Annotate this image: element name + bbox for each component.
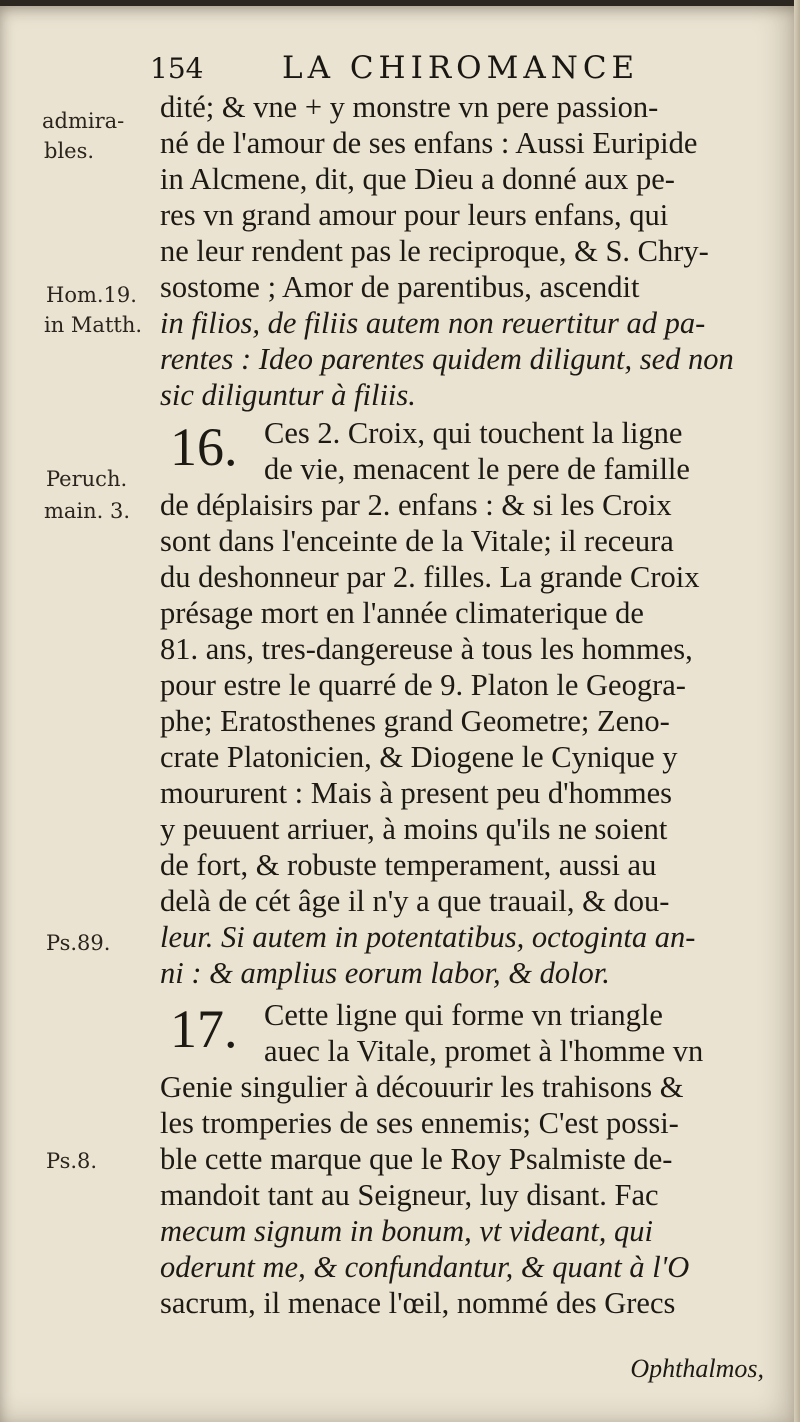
body-line: y peuuent arriuer, à moins qu'ils ne soient (160, 812, 668, 846)
body-line: in filios, de filiis autem non reuertitur ad pa- (160, 306, 706, 340)
margin-note: bles. (44, 139, 95, 163)
body-line: mandoit tant au Seigneur, luy disant. Fac (160, 1178, 659, 1212)
body-line: Genie singulier à découurir les trahisons & (160, 1070, 684, 1104)
body-line: de déplaisirs par 2. enfans : & si les Croix (160, 488, 672, 522)
margin-note: Ps.89. (46, 931, 111, 955)
body-line: ne leur rendent pas le reciproque, & S. Chry- (160, 234, 709, 268)
section-line: auec la Vitale, promet à l'homme vn (264, 1034, 704, 1068)
body-line: sacrum, il menace l'œil, nommé des Grecs (160, 1286, 676, 1320)
margin-note: in Matth. (44, 313, 143, 337)
margin-note: admira- (42, 109, 125, 133)
section-number: 16. (170, 417, 238, 477)
margin-note: Ps.8. (46, 1149, 98, 1173)
section-line: Cette ligne qui forme vn triangle (264, 998, 663, 1032)
body-line: sostome ; Amor de parentibus, ascendit (160, 270, 640, 304)
section-line: de vie, menacent le pere de famille (264, 452, 690, 486)
body-line: sic diliguntur à filiis. (160, 378, 416, 412)
body-line: ni : & amplius eorum labor, & dolor. (160, 956, 610, 990)
body-line: né de l'amour de ses enfans : Aussi Euripide (160, 126, 698, 160)
body-line: res vn grand amour pour leurs enfans, qui (160, 198, 669, 232)
body-line: pour estre le quarré de 9. Platon le Geogra- (160, 668, 686, 702)
body-line: oderunt me, & confundantur, & quant à l'O (160, 1250, 690, 1284)
section-line: Ces 2. Croix, qui touchent la ligne (264, 416, 683, 450)
body-line: ble cette marque que le Roy Psalmiste de- (160, 1142, 673, 1176)
margin-note: Peruch. (46, 467, 128, 491)
body-line: dité; & vne + y monstre vn pere passion- (160, 90, 659, 124)
body-line: présage mort en l'année climaterique de (160, 596, 644, 630)
body-line: sont dans l'enceinte de la Vitale; il receura (160, 524, 674, 558)
body-line: rentes : Ideo parentes quidem diligunt, sed non (160, 342, 734, 376)
margin-note: main. 3. (44, 499, 131, 523)
body-line: du deshonneur par 2. filles. La grande Croix (160, 560, 700, 594)
body-line: 81. ans, tres-dangereuse à tous les hommes, (160, 632, 693, 666)
body-line: leur. Si autem in potentatibus, octoginta an- (160, 920, 696, 954)
body-line: de fort, & robuste temperament, aussi au (160, 848, 657, 882)
body-line: phe; Eratosthenes grand Geometre; Zeno- (160, 704, 670, 738)
body-line: mecum signum in bonum, vt videant, qui (160, 1214, 654, 1248)
running-title: LA CHIROMANCE (282, 50, 640, 86)
page-top-edge (0, 0, 800, 6)
page-right-edge (794, 0, 800, 1422)
margin-note: Hom.19. (46, 283, 137, 307)
body-line: crate Platonicien, & Diogene le Cynique y (160, 740, 678, 774)
catchword: Ophthalmos, (630, 1354, 764, 1383)
body-line: moururent : Mais à present peu d'hommes (160, 776, 673, 810)
section-number: 17. (170, 999, 238, 1059)
body-line: in Alcmene, dit, que Dieu a donné aux pe- (160, 162, 675, 196)
body-line: les tromperies de ses ennemis; C'est possi- (160, 1106, 679, 1140)
running-head (150, 50, 670, 90)
page-number: 154 (150, 52, 204, 85)
body-line: delà de cét âge il n'y a que trauail, & dou- (160, 884, 670, 918)
